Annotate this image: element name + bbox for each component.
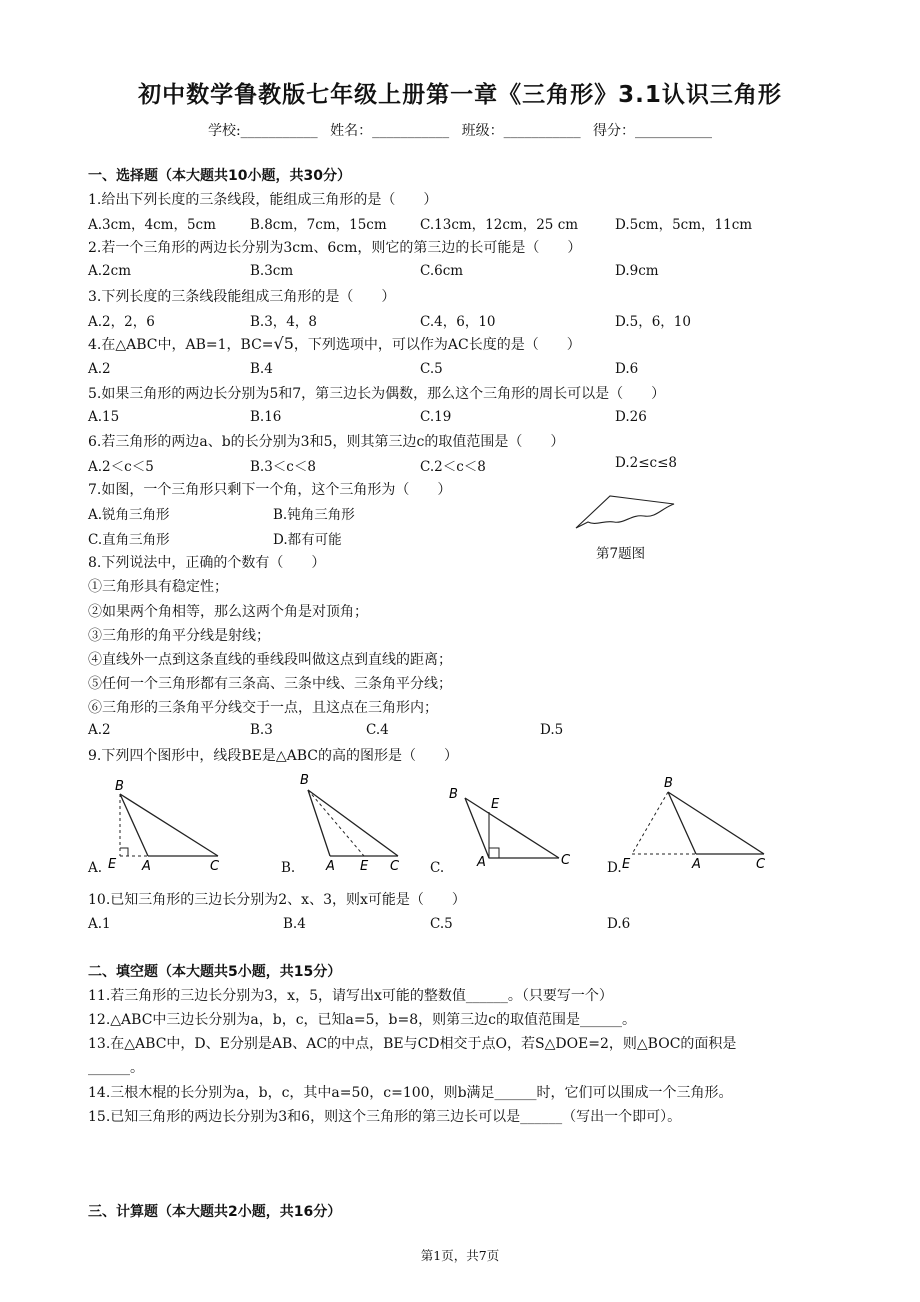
q5-option-b[interactable]: B.16 bbox=[250, 409, 282, 425]
q6-option-d[interactable]: D.2≤c≤8 bbox=[615, 455, 677, 471]
q9-option-c[interactable]: C. bbox=[430, 860, 445, 876]
q4-option-b[interactable]: B.4 bbox=[250, 361, 273, 377]
q8-statement-4: ④直线外一点到这条直线的垂线段叫做这点到直线的距离； bbox=[88, 652, 452, 668]
q7-option-c[interactable]: C.直角三角形 bbox=[88, 532, 170, 548]
q5-option-d[interactable]: D.26 bbox=[615, 409, 647, 425]
label-e: E bbox=[360, 859, 369, 874]
q8-option-d[interactable]: D.5 bbox=[540, 722, 564, 738]
q1-option-d[interactable]: D.5cm，5cm，11cm bbox=[615, 217, 753, 233]
q7-option-a[interactable]: A.锐角三角形 bbox=[88, 507, 170, 523]
q10-option-b[interactable]: B.4 bbox=[283, 916, 306, 932]
q10-stem: 10.已知三角形的三边长分别为2、x、3，则x可能是（ ） bbox=[88, 892, 466, 908]
q8-stem: 8.下列说法中，正确的个数有（ ） bbox=[88, 555, 326, 571]
q10-option-d[interactable]: D.6 bbox=[607, 916, 631, 932]
q12-stem: 12.△ABC中三边长分别为a，b，c，已知a=5，b=8，则第三边c的取值范围是______。 bbox=[88, 1012, 636, 1028]
q1-option-b[interactable]: B.8cm，7cm，15cm bbox=[250, 217, 387, 233]
q9-stem: 9.下列四个图形中，线段BE是△ABC的高的图形是（ ） bbox=[88, 748, 459, 764]
section-heading-calc: 三、计算题（本大题共2小题，共16分） bbox=[88, 1204, 342, 1220]
q8-option-b[interactable]: B.3 bbox=[250, 722, 273, 738]
q7-figure-caption: 第7题图 bbox=[596, 546, 646, 562]
q7-option-d[interactable]: D.都有可能 bbox=[273, 532, 342, 548]
section-heading-fill: 二、填空题（本大题共5小题，共15分） bbox=[88, 964, 342, 980]
q2-option-a[interactable]: A.2cm bbox=[88, 263, 131, 279]
q6-stem: 6.若三角形的两边a、b的长分别为3和5，则其第三边c的取值范围是（ ） bbox=[88, 434, 565, 450]
q9-figure-d bbox=[618, 770, 778, 874]
q9-figure-c bbox=[445, 782, 585, 874]
label-b: B bbox=[449, 787, 458, 802]
label-a: A bbox=[142, 859, 151, 874]
q9-option-a[interactable]: A. bbox=[88, 860, 103, 876]
label-e: E bbox=[622, 857, 631, 872]
page-footer: 第1页，共7页 bbox=[420, 1248, 500, 1263]
q4-option-c[interactable]: C.5 bbox=[420, 361, 443, 377]
label-b: B bbox=[664, 776, 673, 791]
student-info bbox=[0, 120, 920, 140]
q8-statement-3: ③三角形的角平分线是射线； bbox=[88, 628, 270, 644]
q4-stem bbox=[88, 334, 581, 354]
label-c: C bbox=[390, 859, 400, 874]
q10-option-c[interactable]: C.5 bbox=[430, 916, 453, 932]
q7-stem: 7.如图，一个三角形只剩下一个角，这个三角形为（ ） bbox=[88, 482, 452, 498]
q8-statement-6: ⑥三角形的三条角平分线交于一点，且这点在三角形内； bbox=[88, 700, 438, 716]
q14-stem: 14.三根木棍的长分别为a，b，c，其中a=50，c=100，则b满足______时，它们可以围成一个三角形。 bbox=[88, 1085, 733, 1101]
q8-option-a[interactable]: A.2 bbox=[88, 722, 111, 738]
q11-stem: 11.若三角形的三边长分别为3，x，5，请写出x可能的整数值______。（只要写一个） bbox=[88, 988, 613, 1004]
q7-torn-triangle-figure bbox=[570, 488, 680, 538]
score-field[interactable]: 得分：___________ bbox=[593, 123, 713, 139]
name-field[interactable]: 姓名：___________ bbox=[330, 123, 450, 139]
label-c: C bbox=[561, 853, 571, 868]
q5-option-a[interactable]: A.15 bbox=[88, 409, 120, 425]
q9-figure-a bbox=[100, 774, 230, 874]
q8-option-c[interactable]: C.4 bbox=[366, 722, 389, 738]
q15-stem: 15.已知三角形的两边长分别为3和6，则这个三角形的第三边长可以是______（写出一个即可）。 bbox=[88, 1109, 682, 1125]
label-c: C bbox=[210, 859, 220, 874]
q3-option-c[interactable]: C.4，6，10 bbox=[420, 314, 496, 330]
q2-option-c[interactable]: C.6cm bbox=[420, 263, 464, 279]
label-a: A bbox=[477, 855, 486, 870]
q5-option-c[interactable]: C.19 bbox=[420, 409, 452, 425]
label-c: C bbox=[756, 857, 766, 872]
q6-option-a[interactable]: A.2＜c＜5 bbox=[88, 459, 154, 475]
q10-option-a[interactable]: A.1 bbox=[88, 916, 111, 932]
q8-statement-1: ①三角形具有稳定性； bbox=[88, 579, 228, 595]
label-e: E bbox=[108, 857, 117, 872]
page-title: 初中数学鲁教版七年级上册第一章《三角形》3.1认识三角形 bbox=[138, 82, 782, 108]
q9-figure-b bbox=[290, 770, 420, 874]
label-b: B bbox=[300, 773, 309, 788]
q3-option-b[interactable]: B.3，4，8 bbox=[250, 314, 317, 330]
q2-stem: 2.若一个三角形的两边长分别为3cm、6cm，则它的第三边的长可能是（ ） bbox=[88, 240, 582, 256]
q4-stem-part2: ，下列选项中，可以作为AC长度的是（ ） bbox=[293, 337, 581, 353]
q13-stem-line2: ______。 bbox=[88, 1060, 144, 1076]
label-e: E bbox=[491, 797, 500, 812]
q6-option-c[interactable]: C.2＜c＜8 bbox=[420, 459, 486, 475]
q8-statement-5: ⑤任何一个三角形都有三条高、三条中线、三条角平分线； bbox=[88, 676, 452, 692]
class-field[interactable]: 班级：___________ bbox=[461, 123, 581, 139]
q4-stem-part1: 4.在△ABC中，AB=1，BC= bbox=[88, 337, 274, 353]
label-b: B bbox=[115, 779, 124, 794]
q1-stem: 1.给出下列长度的三条线段，能组成三角形的是（ ） bbox=[88, 192, 438, 208]
q3-stem: 3.下列长度的三条线段能组成三角形的是（ ） bbox=[88, 289, 396, 305]
q1-option-c[interactable]: C.13cm，12cm，25 cm bbox=[420, 217, 579, 233]
q3-option-a[interactable]: A.2，2，6 bbox=[88, 314, 155, 330]
sqrt5-radical: √5 bbox=[273, 334, 294, 353]
label-a: A bbox=[692, 857, 701, 872]
q7-option-b[interactable]: B.钝角三角形 bbox=[273, 507, 355, 523]
label-a: A bbox=[326, 859, 335, 874]
school-field[interactable]: 学校:___________ bbox=[207, 123, 318, 139]
section-heading-choice: 一、选择题（本大题共10小题，共30分） bbox=[88, 168, 351, 184]
q9-option-b[interactable]: B. bbox=[281, 860, 296, 876]
q1-option-a[interactable]: A.3cm，4cm，5cm bbox=[88, 217, 216, 233]
q8-statement-2: ②如果两个角相等，那么这两个角是对顶角； bbox=[88, 604, 368, 620]
q3-option-d[interactable]: D.5，6，10 bbox=[615, 314, 691, 330]
q6-option-b[interactable]: B.3＜c＜8 bbox=[250, 459, 316, 475]
q2-option-b[interactable]: B.3cm bbox=[250, 263, 294, 279]
q2-option-d[interactable]: D.9cm bbox=[615, 263, 659, 279]
q13-stem-line1: 13.在△ABC中，D、E分别是AB、AC的中点，BE与CD相交于点O，若S△DOE=2，则△BOC的面积是 bbox=[88, 1036, 737, 1052]
q5-stem: 5.如果三角形的两边长分别为5和7，第三边长为偶数，那么这个三角形的周长可以是（ ） bbox=[88, 386, 666, 402]
q9-option-d[interactable]: D. bbox=[607, 860, 622, 876]
q4-option-d[interactable]: D.6 bbox=[615, 361, 639, 377]
q4-option-a[interactable]: A.2 bbox=[88, 361, 111, 377]
